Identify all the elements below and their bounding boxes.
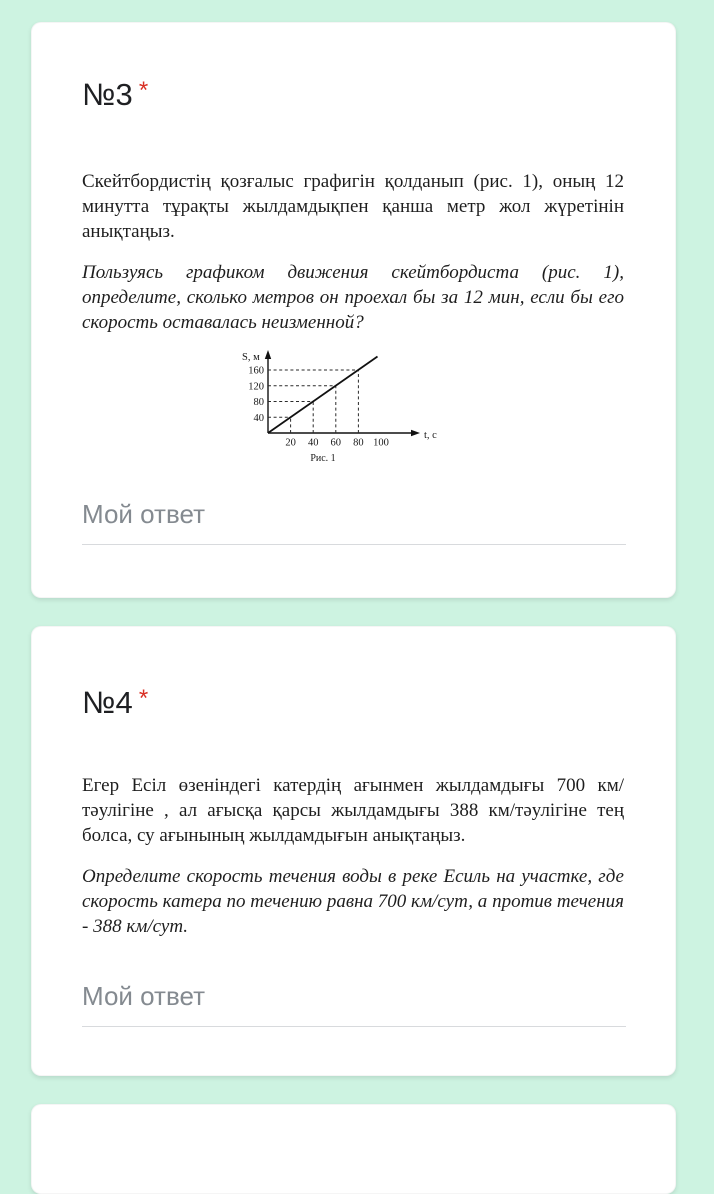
- y-axis-arrow-icon: [265, 350, 271, 359]
- x-tick-label: 60: [330, 437, 342, 449]
- y-tick-label: 160: [248, 365, 264, 377]
- y-tick-label: 40: [253, 412, 264, 424]
- x-tick-label: 40: [307, 437, 319, 449]
- question-text-russian: Определите скорость течения воды в реке Есиль на участке, где скорость катера по течению равна 700 км/сут, а против течения - 388 км/сут.: [82, 866, 624, 937]
- question-card-4-content: [32, 627, 675, 1027]
- y-tick-label: 120: [248, 381, 264, 393]
- x-tick-label: 80: [353, 437, 364, 449]
- x-tick-label: 20: [285, 437, 296, 449]
- required-asterisk: *: [138, 77, 149, 104]
- x-tick-label: 100: [373, 437, 389, 449]
- motion-line: [268, 357, 378, 434]
- question-body: [82, 169, 626, 467]
- answer-area: [82, 975, 626, 1027]
- question-card-4: [31, 626, 676, 1076]
- required-asterisk: *: [138, 685, 149, 712]
- answer-input[interactable]: [82, 493, 626, 545]
- question-title: [82, 683, 626, 719]
- x-axis-label: t, с: [424, 430, 437, 441]
- question-body: [82, 773, 626, 939]
- question-number: №3: [82, 77, 133, 112]
- question-title: [82, 75, 626, 111]
- figure-caption: Рис. 1: [310, 453, 336, 464]
- question-text-russian: Пользуясь графиком движения скейтбордиста (рис. 1), определите, сколько метров он проехал бы за 12 мин, если бы его скорость оставалась неизменной?: [82, 262, 624, 333]
- y-tick-label: 80: [253, 397, 264, 408]
- y-axis-label: S, м: [242, 352, 260, 363]
- question-text-kazakh: Егер Есіл өзеніндегі катердің ағынмен жылдамдығы 700 км/тәулігіне , ал ағысқа қарсы жылдамдығы 388 км/тәулігіне тең болса, су ағынының жылдамдығын анықтаңыз.: [82, 775, 624, 846]
- question-number: №4: [82, 685, 133, 720]
- answer-area: [82, 493, 626, 545]
- question-text-kazakh: Скейтбордистің қозғалыс графигін қолданып (рис. 1), оның 12 минутта тұрақты жылдамдықпен қанша метр жол жүретінін анықтаңыз.: [82, 171, 624, 242]
- figure-ris-1: [240, 349, 445, 467]
- question-card-3: [31, 22, 676, 598]
- next-question-card: [31, 1104, 676, 1194]
- x-axis-arrow-icon: [411, 430, 420, 436]
- question-card-3-content: [32, 23, 675, 545]
- answer-input[interactable]: [82, 975, 626, 1027]
- motion-graph: [240, 349, 445, 467]
